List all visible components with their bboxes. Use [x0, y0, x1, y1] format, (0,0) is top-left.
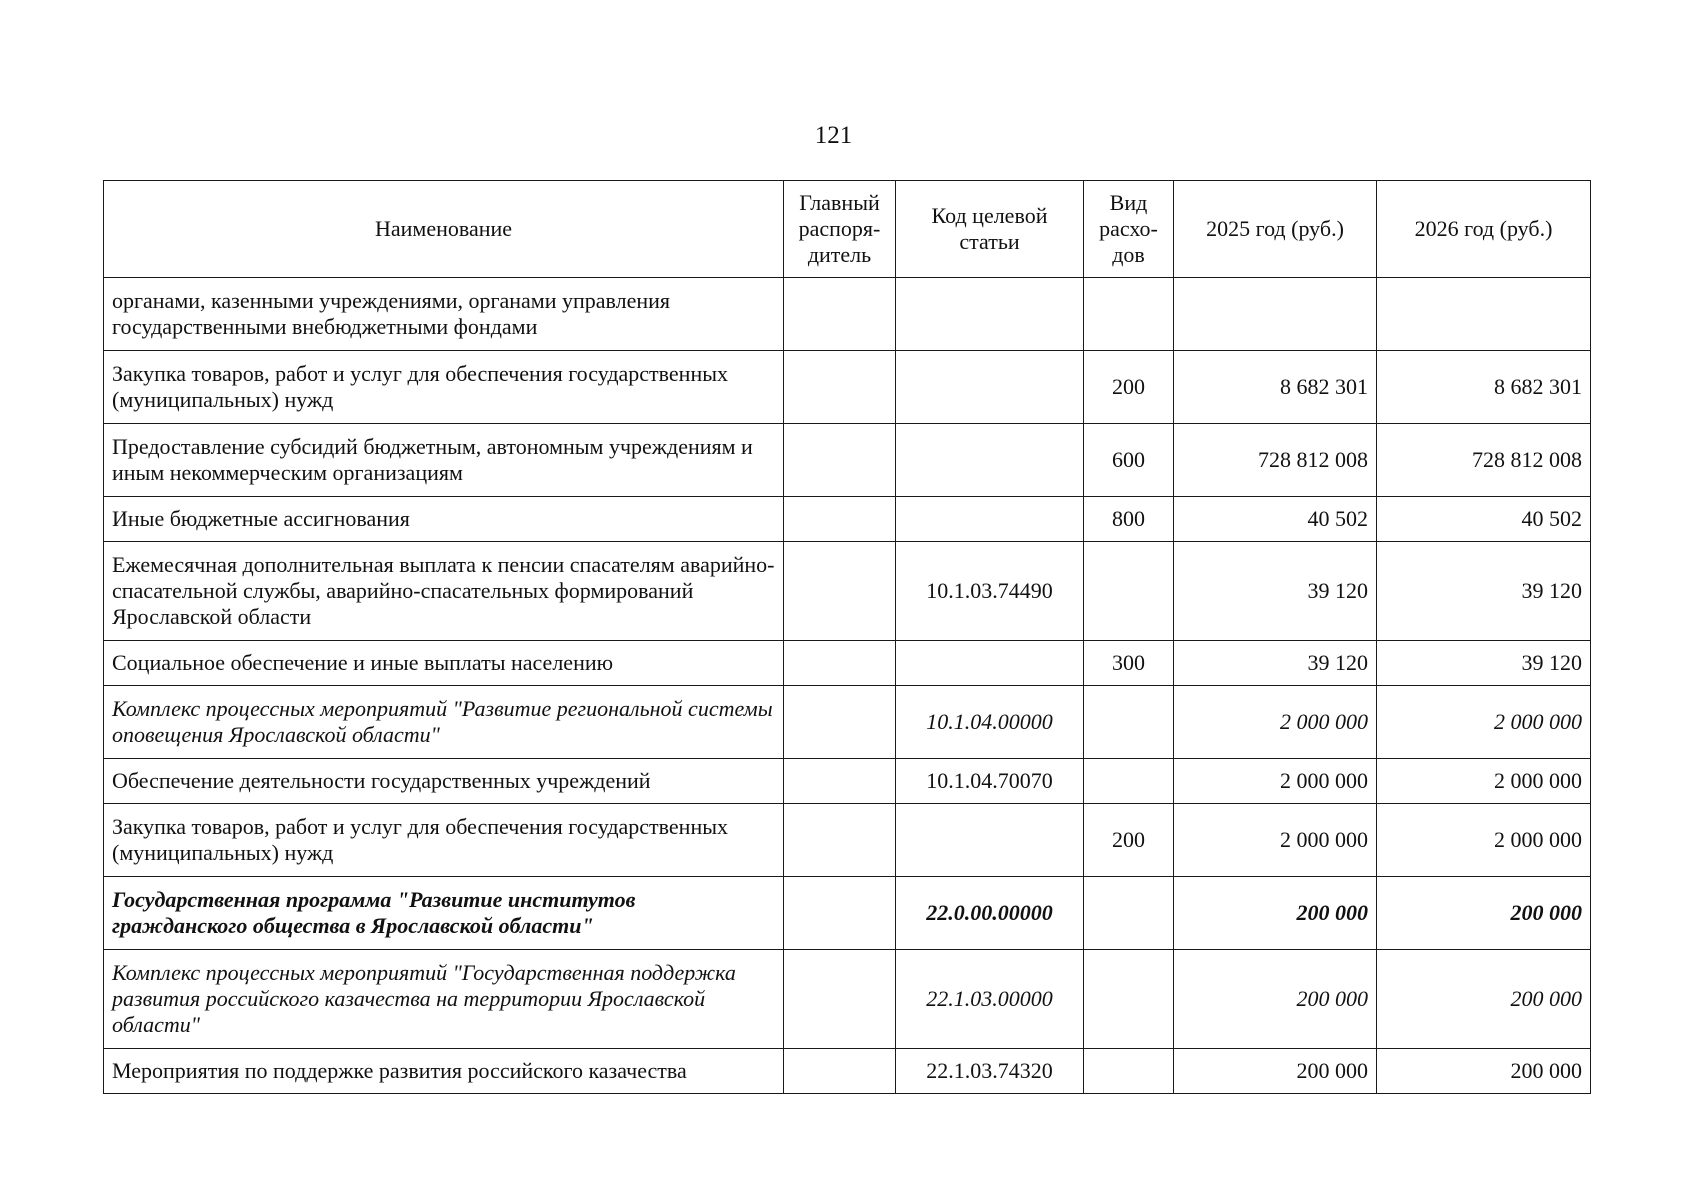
header-year-2026: 2026 год (руб.): [1377, 181, 1591, 278]
row-code: [896, 351, 1084, 424]
row-2025: 2 000 000: [1174, 686, 1377, 759]
row-name: Ежемесячная дополнительная выплата к пенсии спасателям аварийно-спасательной службы, аварийно-спасательных формирований Ярославской области: [104, 542, 784, 641]
row-type: [1084, 278, 1174, 351]
row-2025: [1174, 278, 1377, 351]
row-type: [1084, 950, 1174, 1049]
table-row: [104, 641, 1591, 686]
table-header-row: [104, 181, 1591, 278]
row-manager: [784, 877, 896, 950]
row-code: 22.1.03.74320: [896, 1049, 1084, 1094]
row-name: Мероприятия по поддержке развития российского казачества: [104, 1049, 784, 1094]
table-row: [104, 424, 1591, 497]
row-code: [896, 278, 1084, 351]
row-code: [896, 424, 1084, 497]
row-manager: [784, 351, 896, 424]
row-type: [1084, 877, 1174, 950]
row-manager: [784, 1049, 896, 1094]
row-name: Государственная программа "Развитие институтов гражданского общества в Ярославской области": [104, 877, 784, 950]
row-code: 22.1.03.00000: [896, 950, 1084, 1049]
row-2025: 39 120: [1174, 542, 1377, 641]
table-row: [104, 542, 1591, 641]
row-code: [896, 497, 1084, 542]
table-row: [104, 497, 1591, 542]
row-name: органами, казенными учреждениями, органами управления государственными внебюджетными фондами: [104, 278, 784, 351]
row-manager: [784, 424, 896, 497]
row-name: Комплекс процессных мероприятий "Государственная поддержка развития российского казачества на территории Ярославской области": [104, 950, 784, 1049]
table-row: [104, 1049, 1591, 1094]
table-row: [104, 686, 1591, 759]
row-type: 600: [1084, 424, 1174, 497]
row-2026: 200 000: [1377, 877, 1591, 950]
row-2025: 728 812 008: [1174, 424, 1377, 497]
row-2025: 200 000: [1174, 1049, 1377, 1094]
page-number: 121: [814, 122, 853, 149]
row-name: Комплекс процессных мероприятий "Развитие региональной системы оповещения Ярославской области": [104, 686, 784, 759]
table-row: [104, 278, 1591, 351]
row-name: Иные бюджетные ассигнования: [104, 497, 784, 542]
row-name: Закупка товаров, работ и услуг для обеспечения государственных (муниципальных) нужд: [104, 351, 784, 424]
row-2025: 8 682 301: [1174, 351, 1377, 424]
row-code: 10.1.04.00000: [896, 686, 1084, 759]
row-2025: 200 000: [1174, 950, 1377, 1049]
table-row: [104, 950, 1591, 1049]
row-2025: 39 120: [1174, 641, 1377, 686]
row-manager: [784, 497, 896, 542]
row-manager: [784, 278, 896, 351]
row-manager: [784, 542, 896, 641]
row-code: 10.1.03.74490: [896, 542, 1084, 641]
row-name: Социальное обеспечение и иные выплаты населению: [104, 641, 784, 686]
row-2025: 200 000: [1174, 877, 1377, 950]
row-code: [896, 804, 1084, 877]
row-manager: [784, 759, 896, 804]
header-main-manager: Главный распоря-дитель: [784, 181, 896, 278]
row-code: 22.0.00.00000: [896, 877, 1084, 950]
row-2026: 39 120: [1377, 542, 1591, 641]
row-type: [1084, 686, 1174, 759]
row-2026: [1377, 278, 1591, 351]
row-type: [1084, 759, 1174, 804]
table-row: [104, 759, 1591, 804]
row-manager: [784, 641, 896, 686]
row-type: 800: [1084, 497, 1174, 542]
row-2025: 40 502: [1174, 497, 1377, 542]
row-2026: 200 000: [1377, 1049, 1591, 1094]
table-row: [104, 351, 1591, 424]
budget-table: [103, 180, 1591, 1094]
row-type: [1084, 1049, 1174, 1094]
row-2026: 40 502: [1377, 497, 1591, 542]
row-name: Предоставление субсидий бюджетным, автономным учреждениям и иным некоммерческим организациям: [104, 424, 784, 497]
row-manager: [784, 686, 896, 759]
header-target-code: Код целевой статьи: [896, 181, 1084, 278]
row-code: [896, 641, 1084, 686]
row-type: 300: [1084, 641, 1174, 686]
header-year-2025: 2025 год (руб.): [1174, 181, 1377, 278]
row-2026: 39 120: [1377, 641, 1591, 686]
row-code: 10.1.04.70070: [896, 759, 1084, 804]
row-2025: 2 000 000: [1174, 804, 1377, 877]
row-name: Закупка товаров, работ и услуг для обеспечения государственных (муниципальных) нужд: [104, 804, 784, 877]
header-name: Наименование: [104, 181, 784, 278]
row-manager: [784, 950, 896, 1049]
table-row: [104, 804, 1591, 877]
row-2026: 2 000 000: [1377, 804, 1591, 877]
row-manager: [784, 804, 896, 877]
table-row: [104, 877, 1591, 950]
row-2026: 2 000 000: [1377, 686, 1591, 759]
row-2026: 2 000 000: [1377, 759, 1591, 804]
row-2026: 728 812 008: [1377, 424, 1591, 497]
row-type: 200: [1084, 351, 1174, 424]
row-type: [1084, 542, 1174, 641]
row-name: Обеспечение деятельности государственных учреждений: [104, 759, 784, 804]
row-2026: 8 682 301: [1377, 351, 1591, 424]
row-2026: 200 000: [1377, 950, 1591, 1049]
row-type: 200: [1084, 804, 1174, 877]
header-expense-type: Вид расхо-дов: [1084, 181, 1174, 278]
row-2025: 2 000 000: [1174, 759, 1377, 804]
